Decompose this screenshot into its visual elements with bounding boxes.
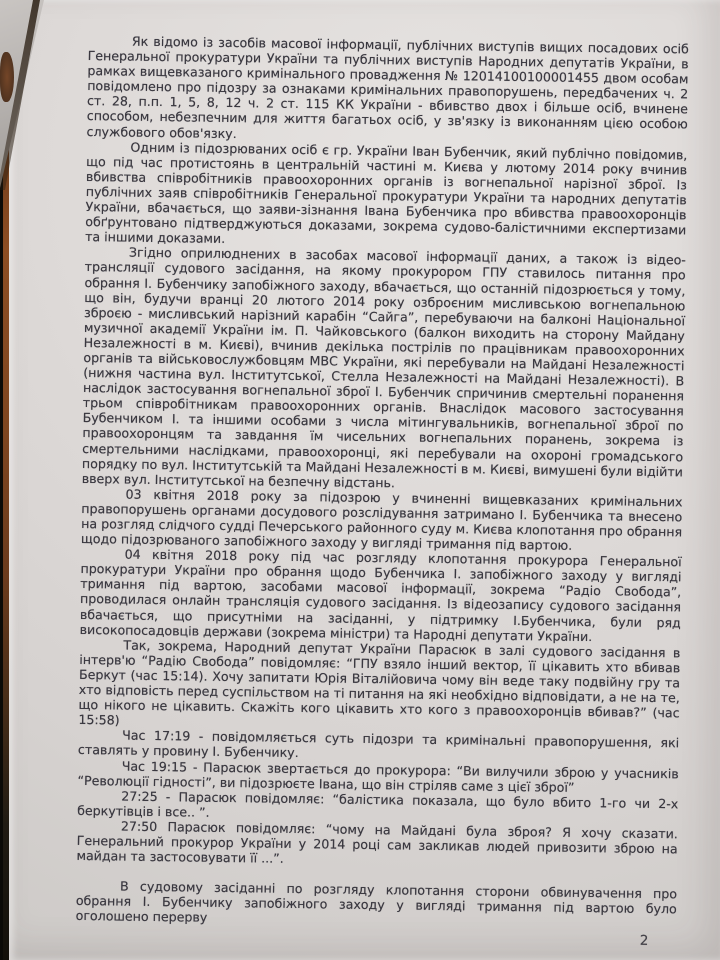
paragraph-time-27-25: 27:25 - Парасюк повідомляє: “балістика показала, що було вбито 1-го чи 2-х беркутівців і все.. ”. <box>77 788 679 820</box>
paragraph-time-17-19: Час 17:19 - повідомляється суть підозри та кримінальні правопорушення, які ставлять у провину І. Бубенчику. <box>77 727 680 761</box>
paragraph-detention-03-april: 03 квітня 2018 року за підозрою у вчиненні вищевказаних кримінальних правопорушень органами досудового розслідування затримано І. Бубенчика та внесено на розгляд слідчого судді Печерського районного суду м. Києва клопотання про обрання щодо підозрюваного запобіжного заходу у вигляді тримання під вартою. <box>80 486 683 553</box>
document-text <box>75 33 689 950</box>
paragraph-suspect-bubenchyk: Одним із підозрюваних осіб є гр. України Іван Бубенчик, який публічно повідомив, що під час протистоянь в центральній частині м. Києва у лютому 2014 року вчинив вбивства співробітників правоохоронних органів із вогнепальної нарізної зброї. Із публічних заяв співробітників Генеральної прокуратури України та народних депутатів України, вбачається, що заяви-зізнання Івана Бубенчика про вбивства правоохоронців обґрунтовано підтверджуються доказами, зокрема судово-балістичними експертизами та іншими доказами. <box>85 139 688 247</box>
table-corner-spot <box>0 52 14 102</box>
paragraph-intro-suspicion: Як відомо із засобів масової інформації, публічних виступів вищих посадових осіб Генеральної прокуратури України та публічних виступів Народних депутатів України, в рамках вищевказаного кримінального провадження № 12014100100001455 двом особам повідомлено про підозру за ознаками кримінальних правопорушень, передбачених ч. 2 ст. 28, п.п. 1, 5, 8, 12 ч. 2 ст. 115 КК України - вбивство двох і більше осіб, вчинене способом, небезпечним для життя багатьох осіб, у зв'язку із виконанням цією особою службового обов'язку. <box>86 33 689 141</box>
paragraph-media-facts: Згідно оприлюднених в засобах масової інформації даних, а також із відео-трансляції судового засідання, на якому прокурором ГПУ ставилось питання про обрання І. Бубенчику запобіжного заходу, вбачається, що останній підозрюється у тому, що він, будучи вранці 20 лютого 2014 року озброєним мисливською вогнепальною зброєю - мисливський нарізний карабін “Сайга”, перебуваючи на балконі Національної музичної академії України ім. П. Чайковського (балкон виходить на сторону Майдану Незалежності в м. Києві), вчинив декілька пострілів по працівникам правоохоронних органів та військовослужбовцям МВС України, які перебували на Майдані Незалежності (нижня частина вул. Інститутської, Стелла Незалежності на Майдані Незалежності). В наслідок застосування вогнепальної зброї І. Бубенчик спричинив смертельні поранення трьом співробітникам правоохоронних органів. Внаслідок масового застосування Бубенчиком І. та іншими особами з числа мітингувальників, вогнепальної зброї по правоохоронцям та завдання їм чисельних вогнепальних поранень, зокрема із смертельними наслідками, правоохоронці, які перебували на охороні громадського порядку по вул. Інститутській та Майдані Незалежності в м. Києві, вимушені були відійти вверх вул. Інститутської на безпечну відстань. <box>81 244 686 491</box>
paragraph-hearing-04-april: 04 квітня 2018 року під час розгляду клопотання прокурора Генеральної прокуратури України про обрання щодо Бубенчика І. запобіжного заходу у вигляді тримання під вартою, засобами масової інформації, зокрема “Радіо Свобода”, проводилася онлайн трансляція судового засідання. Із відеозапису судового засідання вбачається, що присутніми на засіданні, у підтримку І.Бубенчика, були ряд високопосадовців держави (зокрема міністри) та Народні депутати України. <box>79 546 682 644</box>
paragraph-time-19-15: Час 19:15 - Парасюк звертається до прокурора: “Ви вилучили зброю у учасників “Революції гідності”, ви підозрюєте Івана, що він стріляв саме з цієї зброї” <box>77 758 679 795</box>
paragraph-time-27-50: 27:50 Парасюк повідомляє: “чому на Майдані була зброя? Я хочу сказати. Генеральний прокурор України у 2014 році сам закликав людей привозити зброю на майдан та застосовувати її ...”. <box>76 818 678 866</box>
page-number: 2 <box>639 933 649 950</box>
paragraph-parasiuk-interview: Так, зокрема, Народний депутат України Парасюк в залі судового засідання в інтерв'ю “Радію Свобода” повідомляє: “ГПУ взяло інший вектор, її цікавить хто вбивав Беркут (час 15:14). Хочу запитати Юрія Віталійовича чому він веде таку подвійну гру та хто відповість перед суспільством на ті питання на які необхідно відповідати, а не на те, що нікого не цікавить. Скажіть кого цікавить хто кого з правоохоронців вбивав?” (час 15:58) <box>78 637 681 728</box>
paragraph-closing: В судовому засіданні по розгляду клопотання сторони обвинувачення про обрання І. Бубенчику запобіжного заходу у вигляді тримання під вартою було оголошено перерву <box>75 878 678 926</box>
